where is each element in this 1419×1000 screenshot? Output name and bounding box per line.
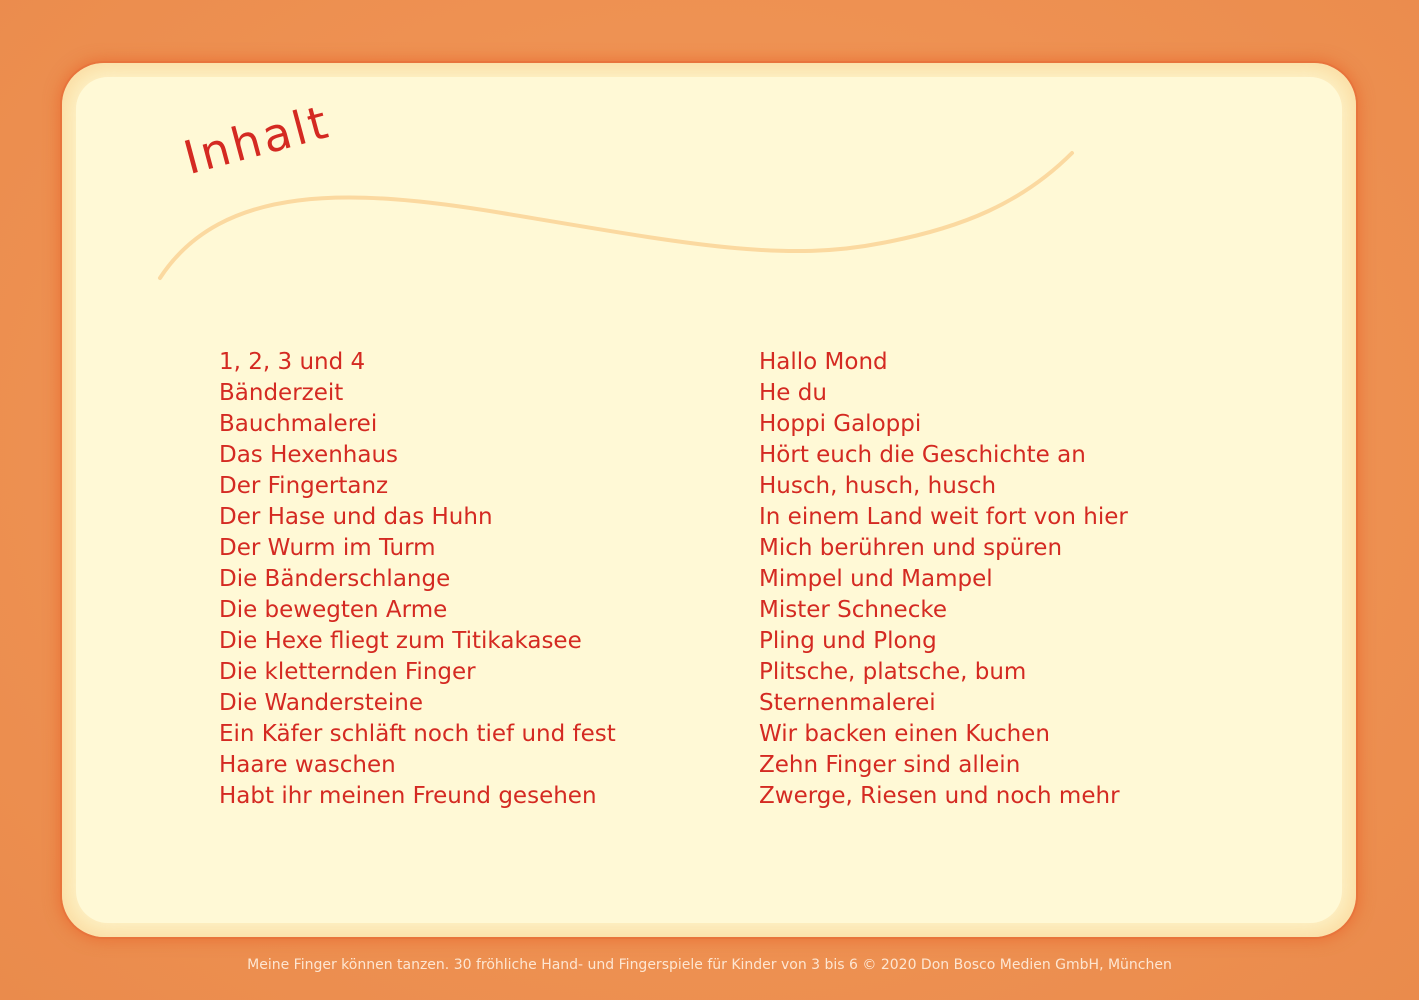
content-card xyxy=(62,63,1356,937)
toc-entry: Mich berühren und spüren xyxy=(759,535,1063,561)
toc-entry: Haare waschen xyxy=(219,752,396,778)
toc-entry: Husch, husch, husch xyxy=(759,473,997,499)
toc-entry: Mimpel und Mampel xyxy=(759,566,993,592)
toc-entry: Pling und Plong xyxy=(759,628,937,654)
toc-right-column xyxy=(759,347,1128,812)
toc-entry: Hallo Mond xyxy=(759,349,888,375)
toc-entry: Der Hase und das Huhn xyxy=(219,504,493,530)
toc-entry: 1, 2, 3 und 4 xyxy=(219,349,366,375)
toc-entry: He du xyxy=(759,380,827,406)
toc-entry: Mister Schnecke xyxy=(759,597,947,623)
toc-entry: Bänderzeit xyxy=(219,380,344,406)
toc-entry: Das Hexenhaus xyxy=(219,442,399,468)
toc-left-column xyxy=(219,347,616,812)
toc-entry: In einem Land weit fort von hier xyxy=(759,504,1128,530)
page-title: Inhalt xyxy=(178,94,336,185)
toc-entry: Die Wandersteine xyxy=(219,690,423,716)
toc-entry: Der Fingertanz xyxy=(219,473,389,499)
toc-entry: Habt ihr meinen Freund gesehen xyxy=(219,783,597,809)
toc-entry: Die Hexe fliegt zum Titikakasee xyxy=(219,628,582,654)
toc-entry: Hört euch die Geschichte an xyxy=(759,442,1086,468)
footer-copyright: Meine Finger können tanzen. 30 fröhliche Hand- und Fingerspiele für Kinder von 3 bis 6 © 2020 Don Bosco Medien GmbH, München xyxy=(247,957,1172,973)
toc-entry: Ein Käfer schläft noch tief und fest xyxy=(219,721,616,747)
toc-entry: Die bewegten Arme xyxy=(219,597,448,623)
toc-entry: Der Wurm im Turm xyxy=(219,535,436,561)
toc-entry: Wir backen einen Kuchen xyxy=(759,721,1050,747)
toc-entry: Zehn Finger sind allein xyxy=(759,752,1021,778)
toc-entry: Die kletternden Finger xyxy=(219,659,476,685)
toc-entry: Hoppi Galoppi xyxy=(759,411,922,437)
toc-entry: Zwerge, Riesen und noch mehr xyxy=(759,783,1120,809)
toc-entry: Bauchmalerei xyxy=(219,411,378,437)
toc-entry: Sternenmalerei xyxy=(759,690,936,716)
toc-entry: Die Bänderschlange xyxy=(219,566,451,592)
toc-entry: Plitsche, platsche, bum xyxy=(759,659,1027,685)
